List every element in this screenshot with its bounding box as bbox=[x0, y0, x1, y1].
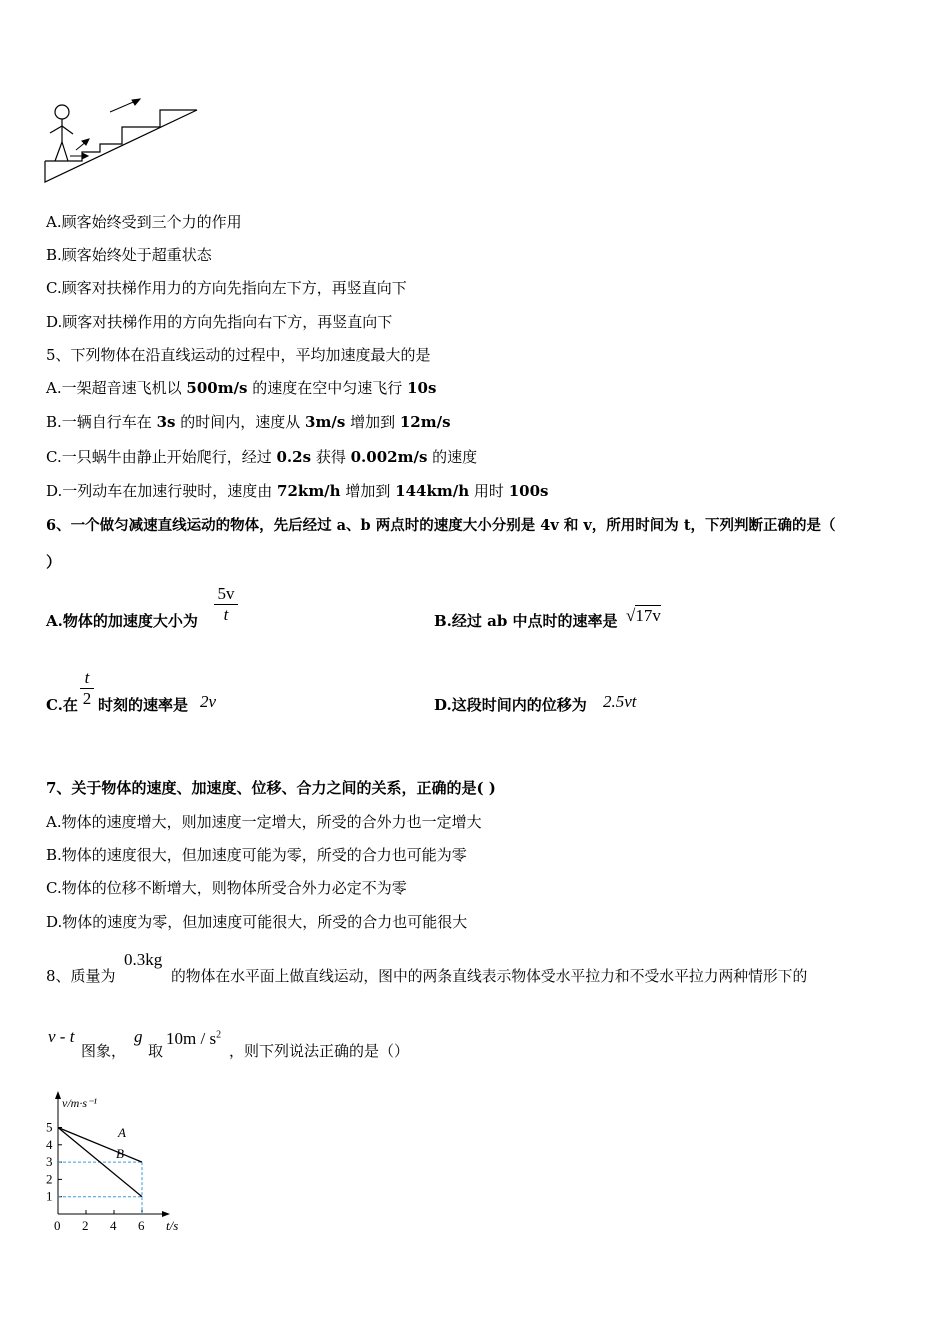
sqrt-symbol: √ bbox=[626, 606, 636, 625]
series-label-A: A bbox=[118, 1124, 126, 1140]
q4-option-a: A.顾客始终受到三个力的作用 bbox=[46, 213, 242, 231]
q8-text-b: 取 bbox=[148, 1042, 164, 1060]
q6-option-d-text: D.这段时间内的位移为 bbox=[434, 696, 587, 714]
y-tick-label-5: 5 bbox=[46, 1119, 53, 1135]
q6-option-c-math: 2v bbox=[200, 692, 217, 711]
escalator-figure bbox=[40, 96, 205, 188]
q7-option-d: D.物体的速度为零，但加速度可能很大，所受的合力也可能很大 bbox=[46, 913, 468, 931]
q8-text-a: 图象， bbox=[81, 1042, 127, 1060]
q5-option-d: D.一列动车在加速行驶时，速度由 72km/h 增加到 144km/h 用时 100s bbox=[46, 482, 549, 500]
y-tick-label-2: 2 bbox=[46, 1171, 53, 1187]
q7-option-b: B.物体的速度很大，但加速度可能为零，所受的合力也可能为零 bbox=[46, 846, 467, 864]
q8-mass: 0.3kg bbox=[124, 950, 163, 969]
q6-option-a-fraction bbox=[214, 584, 238, 625]
x-tick-label-2: 2 bbox=[82, 1218, 89, 1233]
q6-option-b-math bbox=[626, 606, 661, 626]
q8-gval: $10m / s^2$ bbox=[166, 1029, 222, 1048]
q4-option-d: D.顾客对扶梯作用的方向先指向右下方，再竖直向下 bbox=[46, 313, 393, 331]
q5-option-b: B.一辆自行车在 3s 的时间内，速度从 3m/s 增加到 12m/s bbox=[46, 413, 451, 431]
q8-vt: v - t bbox=[48, 1027, 75, 1046]
x-tick-label-0: 0 bbox=[54, 1218, 61, 1233]
q5-stem: 5、下列物体在沿直线运动的过程中，平均加速度最大的是 bbox=[46, 346, 431, 364]
y-axis-label: v/m·s⁻¹ bbox=[62, 1096, 97, 1110]
q7-option-a: A.物体的速度增大，则加速度一定增大，所受的合外力也一定增大 bbox=[46, 813, 482, 831]
q6-option-c-post: 时刻的速率是 bbox=[98, 696, 189, 714]
q4-option-b: B.顾客始终处于超重状态 bbox=[46, 246, 212, 264]
q6-option-d-math: 2.5vt bbox=[603, 692, 637, 711]
y-tick-label-1: 1 bbox=[46, 1188, 53, 1204]
q4-option-c: C.顾客对扶梯作用力的方向先指向左下方，再竖直向下 bbox=[46, 279, 407, 297]
q8-post: 的物体在水平面上做直线运动，图中的两条直线表示物体受水平拉力和不受水平拉力两种情形下的 bbox=[171, 968, 808, 985]
q5-option-a: A.一架超音速飞机以 500m/s 的速度在空中匀速飞行 10s bbox=[46, 379, 437, 397]
q6-option-a-text: A.物体的加速度大小为 bbox=[46, 612, 198, 630]
q8-g: g bbox=[134, 1027, 143, 1046]
x-axis-label: t/s bbox=[166, 1218, 179, 1233]
x-tick-label-4: 4 bbox=[110, 1218, 117, 1233]
fraction-numerator: t bbox=[84, 668, 90, 687]
sqrt-radicand: 17v bbox=[635, 606, 661, 625]
q6-option-c-fraction bbox=[80, 668, 94, 709]
q5-option-c: C.一只蜗牛由静止开始爬行，经过 0.2s 获得 0.002m/s 的速度 bbox=[46, 448, 478, 466]
x-tick-label-6: 6 bbox=[138, 1218, 145, 1233]
vt-chart bbox=[40, 1085, 200, 1240]
fraction-numerator: 5v bbox=[217, 584, 235, 603]
x-axis-arrow bbox=[162, 1211, 170, 1217]
y-tick-label-3: 3 bbox=[46, 1154, 53, 1170]
q8-pre: 8、质量为 bbox=[46, 967, 116, 985]
series-line-A bbox=[58, 1128, 142, 1163]
q6-stem-line1: 6、一个做匀减速直线运动的物体，先后经过 a、b 两点时的速度大小分别是 4v 和 v，所用时间为 t，下列判断正确的是（ bbox=[46, 517, 836, 534]
q6-option-b-text: B.经过 ab 中点时的速率是 bbox=[434, 612, 618, 630]
q6-stem-line2: ） bbox=[46, 553, 62, 571]
series-label-B: B bbox=[116, 1146, 124, 1162]
y-axis-arrow bbox=[55, 1091, 61, 1099]
q8-text-c: ，则下列说法正确的是（） bbox=[229, 1042, 410, 1060]
fraction-denominator: t bbox=[223, 605, 229, 624]
q6-option-c-pre: C.在 bbox=[46, 696, 78, 714]
q7-stem: 7、关于物体的速度、加速度、位移、合力之间的关系，正确的是( ) bbox=[46, 779, 496, 797]
fraction-denominator: 2 bbox=[82, 689, 92, 708]
y-tick-label-4: 4 bbox=[46, 1136, 53, 1152]
q7-option-c: C.物体的位移不断增大，则物体所受合外力必定不为零 bbox=[46, 879, 407, 897]
